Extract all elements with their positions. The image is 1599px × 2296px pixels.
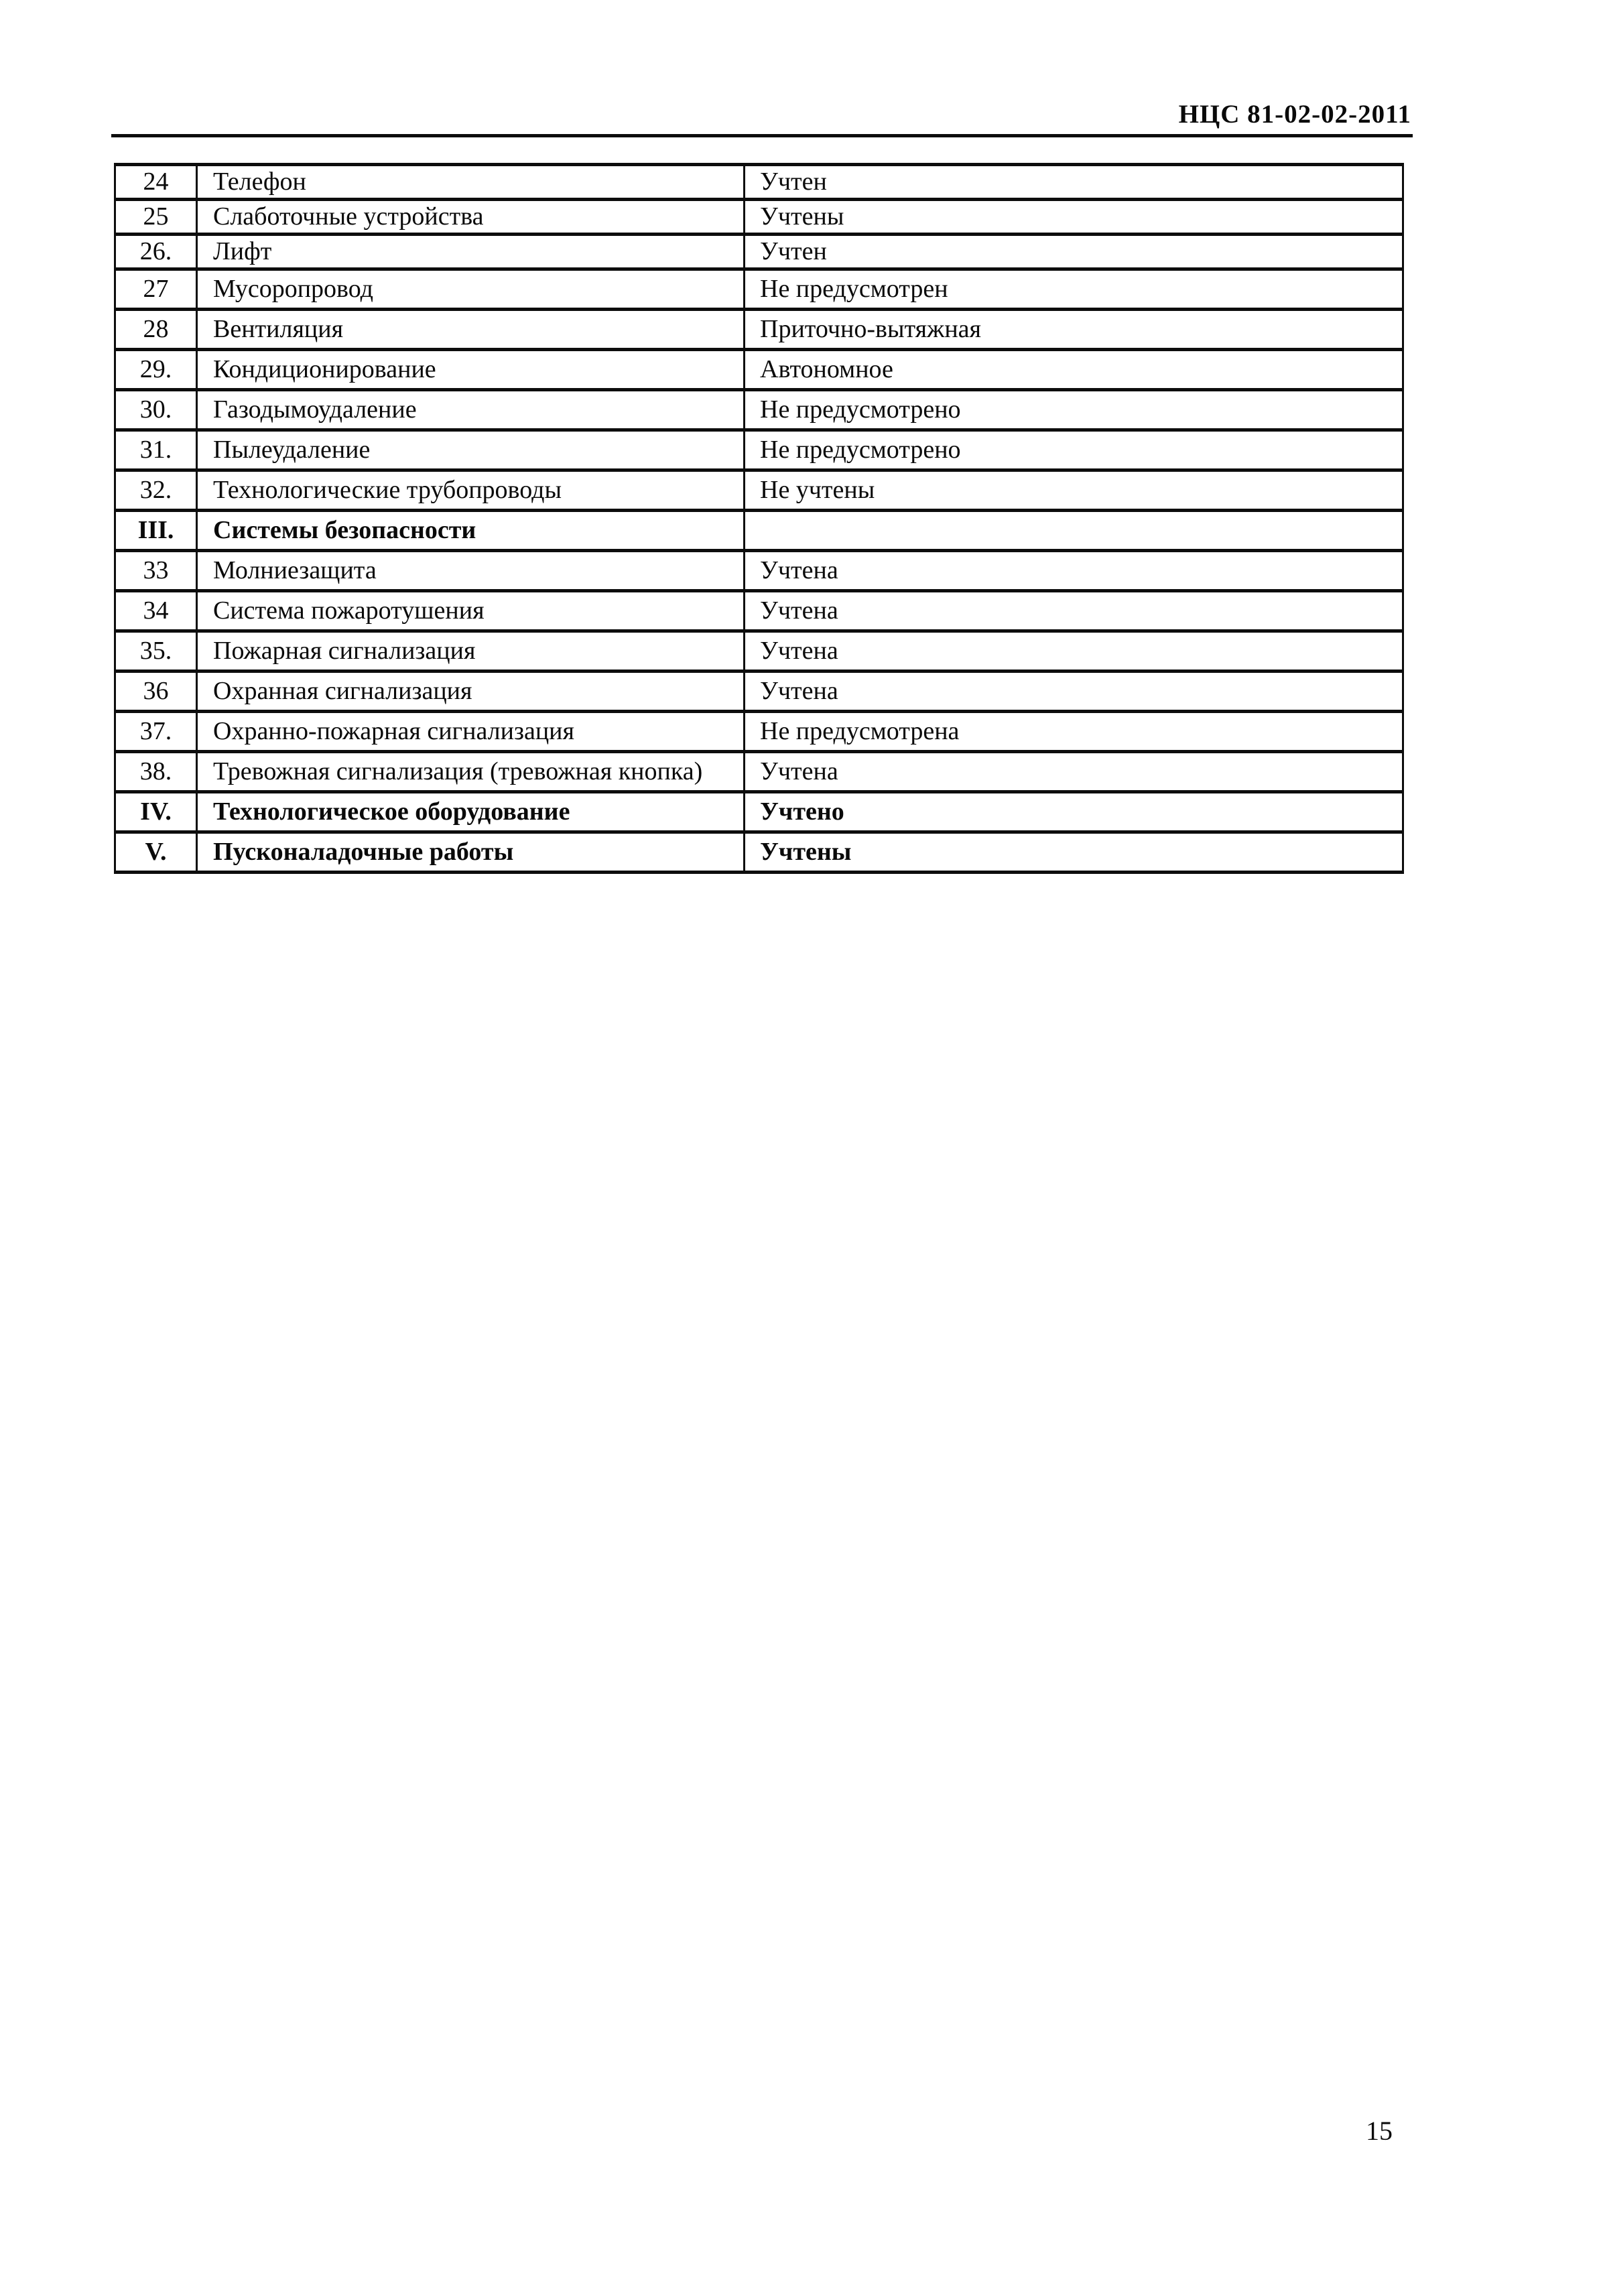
table-row	[115, 832, 1403, 873]
table-row	[115, 712, 1403, 752]
row-name-cell: Охранно-пожарная сигнализация	[197, 712, 745, 752]
row-number-cell: 26.	[115, 235, 197, 269]
row-number-cell: IV.	[115, 792, 197, 832]
page-number: 15	[1366, 2116, 1393, 2146]
row-value-cell: Учтено	[745, 792, 1403, 832]
row-name-cell: Слаботочные устройства	[197, 200, 745, 235]
table-row	[115, 235, 1403, 269]
row-name-cell: Пылеудаление	[197, 430, 745, 470]
equipment-status-table	[114, 163, 1404, 874]
row-value-cell: Учтена	[745, 631, 1403, 672]
table-row	[115, 350, 1403, 390]
row-value-cell: Учтена	[745, 551, 1403, 591]
table-row	[115, 310, 1403, 350]
row-value-cell: Учтены	[745, 200, 1403, 235]
row-number-cell: 32.	[115, 470, 197, 511]
table-row	[115, 551, 1403, 591]
row-value-cell: Не предусмотрено	[745, 430, 1403, 470]
row-name-cell: Технологические трубопроводы	[197, 470, 745, 511]
row-value-cell: Автономное	[745, 350, 1403, 390]
row-value-cell: Приточно-вытяжная	[745, 310, 1403, 350]
row-number-cell: 29.	[115, 350, 197, 390]
table-row	[115, 390, 1403, 430]
table-row	[115, 591, 1403, 631]
row-number-cell: 33	[115, 551, 197, 591]
row-value-cell: Учтена	[745, 591, 1403, 631]
table-row	[115, 672, 1403, 712]
row-name-cell: Кондиционирование	[197, 350, 745, 390]
row-name-cell: Телефон	[197, 165, 745, 200]
row-number-cell: 28	[115, 310, 197, 350]
row-value-cell: Не предусмотрен	[745, 269, 1403, 310]
row-name-cell: Газодымоудаление	[197, 390, 745, 430]
header-rule	[111, 134, 1413, 137]
row-name-cell: Лифт	[197, 235, 745, 269]
row-name-cell: Пожарная сигнализация	[197, 631, 745, 672]
row-value-cell: Учтен	[745, 165, 1403, 200]
row-name-cell: Пусконаладочные работы	[197, 832, 745, 873]
row-number-cell: 31.	[115, 430, 197, 470]
table-row	[115, 470, 1403, 511]
row-value-cell: Учтена	[745, 752, 1403, 792]
row-value-cell: Не предусмотрена	[745, 712, 1403, 752]
table-row	[115, 269, 1403, 310]
row-number-cell: 27	[115, 269, 197, 310]
row-number-cell: V.	[115, 832, 197, 873]
table-row	[115, 200, 1403, 235]
table-row	[115, 511, 1403, 551]
row-value-cell: Учтена	[745, 672, 1403, 712]
table-row	[115, 752, 1403, 792]
row-number-cell: III.	[115, 511, 197, 551]
table-row	[115, 631, 1403, 672]
row-name-cell: Системы безопасности	[197, 511, 745, 551]
row-name-cell: Молниезащита	[197, 551, 745, 591]
row-value-cell	[745, 511, 1403, 551]
document-code: НЦС 81-02-02-2011	[1178, 100, 1411, 129]
row-value-cell: Учтены	[745, 832, 1403, 873]
row-name-cell: Охранная сигнализация	[197, 672, 745, 712]
row-value-cell: Не учтены	[745, 470, 1403, 511]
row-number-cell: 38.	[115, 752, 197, 792]
table-row	[115, 792, 1403, 832]
table-body	[115, 165, 1403, 873]
row-number-cell: 30.	[115, 390, 197, 430]
row-name-cell: Система пожаротушения	[197, 591, 745, 631]
table-row	[115, 430, 1403, 470]
row-value-cell: Не предусмотрено	[745, 390, 1403, 430]
row-name-cell: Мусоропровод	[197, 269, 745, 310]
row-number-cell: 25	[115, 200, 197, 235]
row-value-cell: Учтен	[745, 235, 1403, 269]
row-number-cell: 37.	[115, 712, 197, 752]
row-number-cell: 36	[115, 672, 197, 712]
row-number-cell: 35.	[115, 631, 197, 672]
row-number-cell: 34	[115, 591, 197, 631]
row-name-cell: Вентиляция	[197, 310, 745, 350]
row-number-cell: 24	[115, 165, 197, 200]
row-name-cell: Тревожная сигнализация (тревожная кнопка)	[197, 752, 745, 792]
row-name-cell: Технологическое оборудование	[197, 792, 745, 832]
table-row	[115, 165, 1403, 200]
